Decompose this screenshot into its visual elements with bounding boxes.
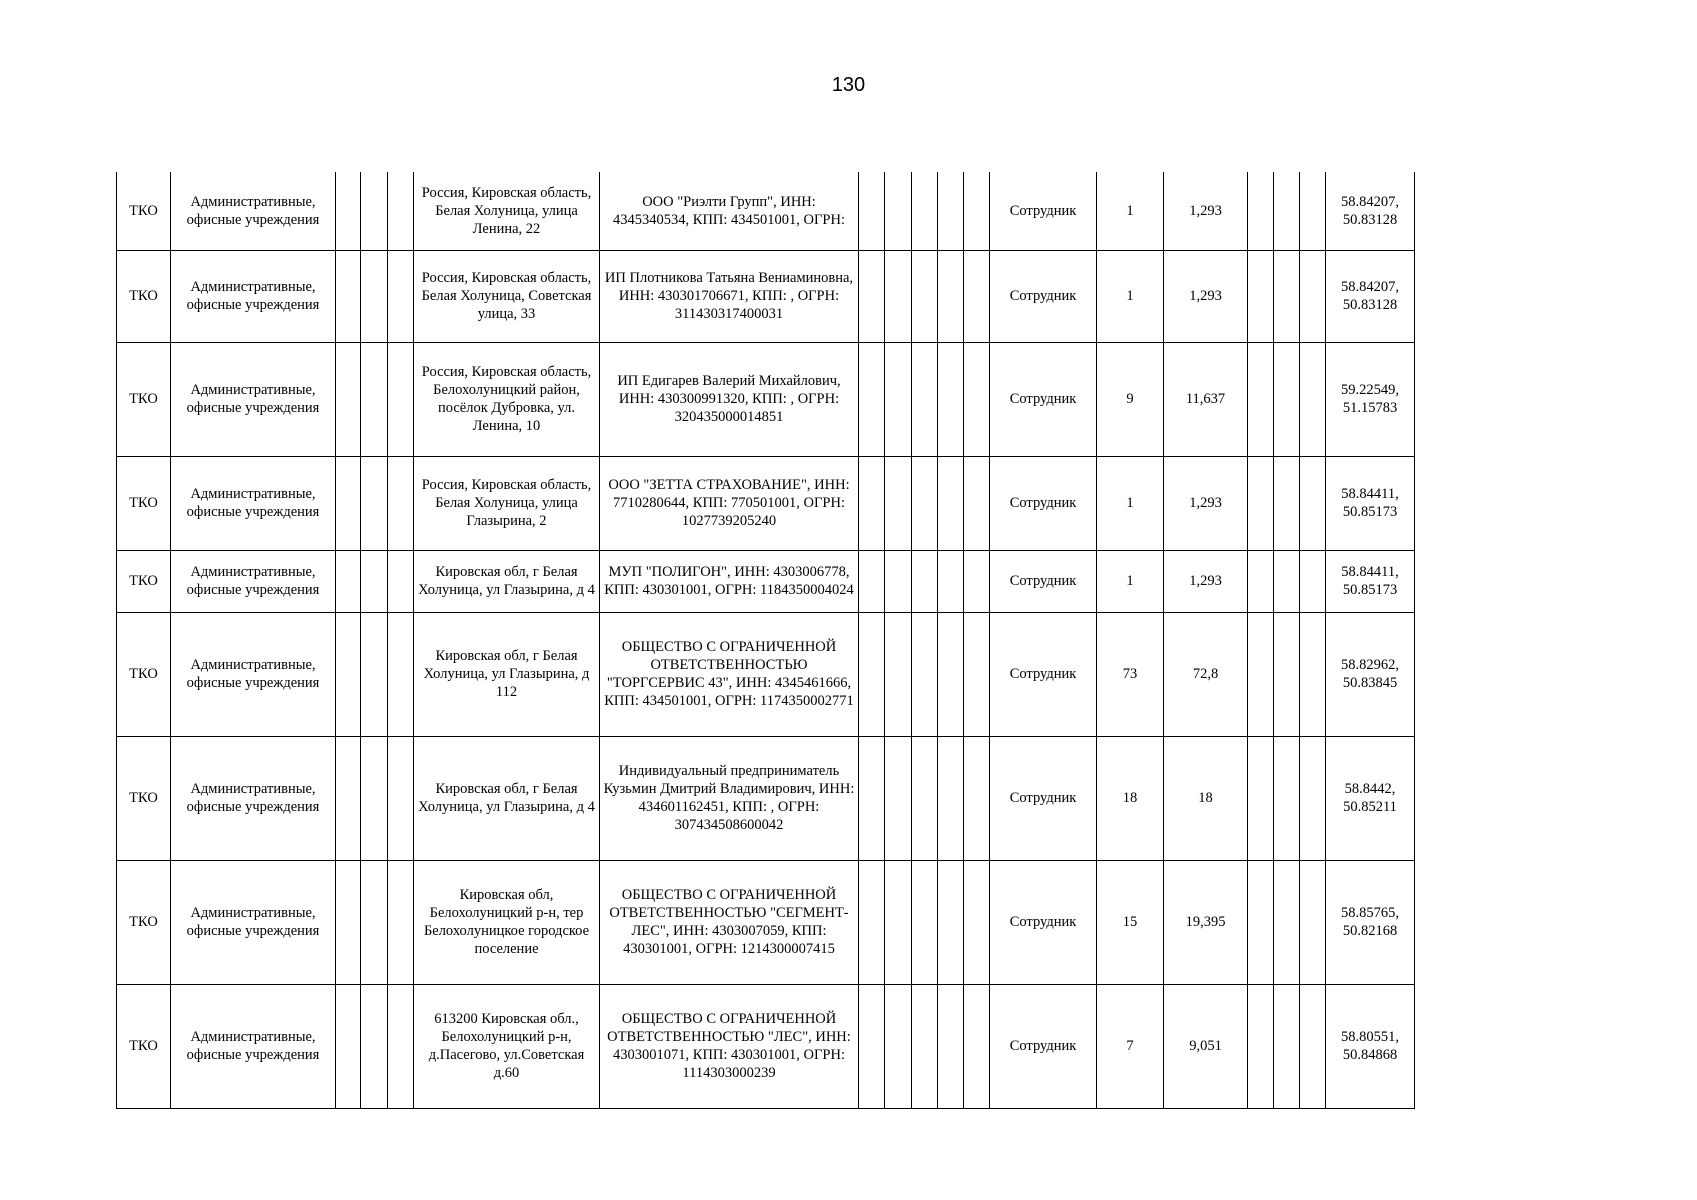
empty-cell — [912, 736, 938, 860]
empty-cell — [859, 250, 885, 342]
empty-cell — [1300, 736, 1326, 860]
empty-cell — [912, 250, 938, 342]
coordinates-cell: 58.84411, 50.85173 — [1326, 456, 1415, 550]
empty-cell — [885, 736, 912, 860]
waste-type-cell: ТКО — [117, 342, 171, 456]
empty-cell — [859, 984, 885, 1108]
empty-cell — [859, 612, 885, 736]
empty-cell — [388, 736, 414, 860]
empty-cell — [336, 342, 361, 456]
organization-cell: Индивидуальный предприниматель Кузьмин Дмитрий Владимирович, ИНН: 434601162451, КПП: , ОГРН: 307434508600042 — [600, 736, 859, 860]
empty-cell — [388, 860, 414, 984]
empty-cell — [1274, 250, 1300, 342]
empty-cell — [859, 342, 885, 456]
address-cell: Россия, Кировская область, Белохолуницкий район, посёлок Дубровка, ул. Ленина, 10 — [414, 342, 600, 456]
waste-type-cell: ТКО — [117, 736, 171, 860]
organization-cell: ОБЩЕСТВО С ОГРАНИЧЕННОЙ ОТВЕТСТВЕННОСТЬЮ "ТОРГСЕРВИС 43", ИНН: 4345461666, КПП: 434501001, ОГРН: 1174350002771 — [600, 612, 859, 736]
empty-cell — [1274, 456, 1300, 550]
volume-cell: 1,293 — [1164, 172, 1248, 250]
table-row — [117, 342, 1415, 456]
address-cell: 613200 Кировская обл., Белохолуницкий р-н, д.Пасегово, ул.Советская д.60 — [414, 984, 600, 1108]
empty-cell — [859, 860, 885, 984]
empty-cell — [1300, 860, 1326, 984]
count-cell: 1 — [1097, 172, 1164, 250]
empty-cell — [912, 456, 938, 550]
empty-cell — [1248, 984, 1274, 1108]
empty-cell — [885, 250, 912, 342]
count-cell: 1 — [1097, 250, 1164, 342]
empty-cell — [1248, 736, 1274, 860]
category-cell: Административные, офисные учреждения — [171, 456, 336, 550]
empty-cell — [1300, 342, 1326, 456]
volume-cell: 19,395 — [1164, 860, 1248, 984]
empty-cell — [1248, 860, 1274, 984]
empty-cell — [859, 550, 885, 612]
unit-cell: Сотрудник — [990, 550, 1097, 612]
registry-body — [117, 172, 1415, 1108]
empty-cell — [964, 250, 990, 342]
empty-cell — [964, 172, 990, 250]
empty-cell — [388, 342, 414, 456]
empty-cell — [964, 342, 990, 456]
table-row — [117, 456, 1415, 550]
empty-cell — [912, 860, 938, 984]
unit-cell: Сотрудник — [990, 250, 1097, 342]
category-cell: Административные, офисные учреждения — [171, 342, 336, 456]
unit-cell: Сотрудник — [990, 984, 1097, 1108]
empty-cell — [1248, 250, 1274, 342]
empty-cell — [388, 550, 414, 612]
count-cell: 9 — [1097, 342, 1164, 456]
category-cell: Административные, офисные учреждения — [171, 984, 336, 1108]
empty-cell — [912, 984, 938, 1108]
empty-cell — [336, 172, 361, 250]
table-row — [117, 172, 1415, 250]
volume-cell: 9,051 — [1164, 984, 1248, 1108]
empty-cell — [1300, 172, 1326, 250]
empty-cell — [1274, 550, 1300, 612]
organization-cell: ИП Едигарев Валерий Михайлович, ИНН: 430300991320, КПП: , ОГРН: 320435000014851 — [600, 342, 859, 456]
coordinates-cell: 58.80551, 50.84868 — [1326, 984, 1415, 1108]
empty-cell — [1248, 342, 1274, 456]
empty-cell — [964, 860, 990, 984]
empty-cell — [388, 612, 414, 736]
unit-cell: Сотрудник — [990, 456, 1097, 550]
empty-cell — [336, 250, 361, 342]
unit-cell: Сотрудник — [990, 612, 1097, 736]
empty-cell — [938, 172, 964, 250]
empty-cell — [361, 342, 388, 456]
address-cell: Россия, Кировская область, Белая Холуница, Советская улица, 33 — [414, 250, 600, 342]
empty-cell — [859, 456, 885, 550]
empty-cell — [938, 612, 964, 736]
empty-cell — [1248, 172, 1274, 250]
table-row — [117, 860, 1415, 984]
coordinates-cell: 58.82962, 50.83845 — [1326, 612, 1415, 736]
coordinates-cell: 58.8442, 50.85211 — [1326, 736, 1415, 860]
empty-cell — [388, 250, 414, 342]
empty-cell — [361, 984, 388, 1108]
empty-cell — [336, 860, 361, 984]
empty-cell — [1274, 172, 1300, 250]
empty-cell — [885, 550, 912, 612]
empty-cell — [1274, 984, 1300, 1108]
empty-cell — [1300, 984, 1326, 1108]
empty-cell — [361, 860, 388, 984]
organization-cell: ООО "Риэлти Групп", ИНН: 4345340534, КПП: 434501001, ОГРН: — [600, 172, 859, 250]
coordinates-cell: 58.85765, 50.82168 — [1326, 860, 1415, 984]
empty-cell — [1300, 550, 1326, 612]
empty-cell — [885, 456, 912, 550]
organization-cell: ООО "ЗЕТТА СТРАХОВАНИЕ", ИНН: 7710280644, КПП: 770501001, ОГРН: 1027739205240 — [600, 456, 859, 550]
organization-cell: МУП "ПОЛИГОН", ИНН: 4303006778, КПП: 430301001, ОГРН: 1184350004024 — [600, 550, 859, 612]
empty-cell — [1274, 612, 1300, 736]
empty-cell — [964, 456, 990, 550]
empty-cell — [1274, 860, 1300, 984]
volume-cell: 11,637 — [1164, 342, 1248, 456]
empty-cell — [336, 612, 361, 736]
count-cell: 7 — [1097, 984, 1164, 1108]
table-row — [117, 250, 1415, 342]
volume-cell: 18 — [1164, 736, 1248, 860]
empty-cell — [388, 984, 414, 1108]
coordinates-cell: 59.22549, 51.15783 — [1326, 342, 1415, 456]
category-cell: Административные, офисные учреждения — [171, 550, 336, 612]
empty-cell — [1248, 456, 1274, 550]
empty-cell — [336, 550, 361, 612]
empty-cell — [912, 612, 938, 736]
empty-cell — [1248, 550, 1274, 612]
empty-cell — [938, 550, 964, 612]
coordinates-cell: 58.84207, 50.83128 — [1326, 250, 1415, 342]
waste-type-cell: ТКО — [117, 456, 171, 550]
empty-cell — [361, 550, 388, 612]
category-cell: Административные, офисные учреждения — [171, 612, 336, 736]
empty-cell — [964, 550, 990, 612]
empty-cell — [361, 736, 388, 860]
empty-cell — [964, 736, 990, 860]
empty-cell — [1274, 342, 1300, 456]
volume-cell: 72,8 — [1164, 612, 1248, 736]
empty-cell — [938, 984, 964, 1108]
address-cell: Кировская обл, г Белая Холуница, ул Глазырина, д 4 — [414, 736, 600, 860]
address-cell: Кировская обл, г Белая Холуница, ул Глазырина, д 4 — [414, 550, 600, 612]
empty-cell — [912, 550, 938, 612]
empty-cell — [361, 250, 388, 342]
waste-type-cell: ТКО — [117, 172, 171, 250]
empty-cell — [938, 250, 964, 342]
empty-cell — [388, 456, 414, 550]
organization-cell: ИП Плотникова Татьяна Вениаминовна, ИНН: 430301706671, КПП: , ОГРН: 311430317400031 — [600, 250, 859, 342]
table-row — [117, 612, 1415, 736]
waste-registry-table — [116, 172, 1415, 1109]
table-row — [117, 984, 1415, 1108]
volume-cell: 1,293 — [1164, 456, 1248, 550]
count-cell: 18 — [1097, 736, 1164, 860]
organization-cell: ОБЩЕСТВО С ОГРАНИЧЕННОЙ ОТВЕТСТВЕННОСТЬЮ "ЛЕС", ИНН: 4303001071, КПП: 430301001, ОГРН: 1114303000239 — [600, 984, 859, 1108]
coordinates-cell: 58.84207, 50.83128 — [1326, 172, 1415, 250]
empty-cell — [361, 456, 388, 550]
empty-cell — [912, 172, 938, 250]
category-cell: Административные, офисные учреждения — [171, 250, 336, 342]
unit-cell: Сотрудник — [990, 342, 1097, 456]
waste-type-cell: ТКО — [117, 250, 171, 342]
empty-cell — [1300, 612, 1326, 736]
empty-cell — [1248, 612, 1274, 736]
unit-cell: Сотрудник — [990, 172, 1097, 250]
empty-cell — [938, 342, 964, 456]
waste-type-cell: ТКО — [117, 612, 171, 736]
address-cell: Россия, Кировская область, Белая Холуница, улица Ленина, 22 — [414, 172, 600, 250]
empty-cell — [938, 456, 964, 550]
empty-cell — [885, 342, 912, 456]
empty-cell — [885, 612, 912, 736]
empty-cell — [388, 172, 414, 250]
waste-type-cell: ТКО — [117, 550, 171, 612]
empty-cell — [361, 612, 388, 736]
empty-cell — [859, 172, 885, 250]
empty-cell — [859, 736, 885, 860]
volume-cell: 1,293 — [1164, 550, 1248, 612]
unit-cell: Сотрудник — [990, 736, 1097, 860]
empty-cell — [1300, 250, 1326, 342]
unit-cell: Сотрудник — [990, 860, 1097, 984]
volume-cell: 1,293 — [1164, 250, 1248, 342]
empty-cell — [336, 736, 361, 860]
empty-cell — [938, 860, 964, 984]
empty-cell — [912, 342, 938, 456]
organization-cell: ОБЩЕСТВО С ОГРАНИЧЕННОЙ ОТВЕТСТВЕННОСТЬЮ "СЕГМЕНТ-ЛЕС", ИНН: 4303007059, КПП: 430301001, ОГРН: 1214300007415 — [600, 860, 859, 984]
empty-cell — [964, 612, 990, 736]
table-row — [117, 736, 1415, 860]
empty-cell — [938, 736, 964, 860]
page-number: 130 — [831, 74, 866, 96]
empty-cell — [361, 172, 388, 250]
address-cell: Россия, Кировская область, Белая Холуница, улица Глазырина, 2 — [414, 456, 600, 550]
category-cell: Административные, офисные учреждения — [171, 172, 336, 250]
count-cell: 15 — [1097, 860, 1164, 984]
address-cell: Кировская обл, Белохолуницкий р-н, тер Белохолуницкое городское поселение — [414, 860, 600, 984]
count-cell: 73 — [1097, 612, 1164, 736]
empty-cell — [1300, 456, 1326, 550]
waste-type-cell: ТКО — [117, 860, 171, 984]
table-row — [117, 550, 1415, 612]
empty-cell — [885, 860, 912, 984]
category-cell: Административные, офисные учреждения — [171, 736, 336, 860]
empty-cell — [885, 172, 912, 250]
empty-cell — [336, 984, 361, 1108]
address-cell: Кировская обл, г Белая Холуница, ул Глазырина, д 112 — [414, 612, 600, 736]
empty-cell — [964, 984, 990, 1108]
empty-cell — [1274, 736, 1300, 860]
count-cell: 1 — [1097, 550, 1164, 612]
empty-cell — [885, 984, 912, 1108]
category-cell: Административные, офисные учреждения — [171, 860, 336, 984]
waste-type-cell: ТКО — [117, 984, 171, 1108]
empty-cell — [336, 456, 361, 550]
count-cell: 1 — [1097, 456, 1164, 550]
coordinates-cell: 58.84411, 50.85173 — [1326, 550, 1415, 612]
